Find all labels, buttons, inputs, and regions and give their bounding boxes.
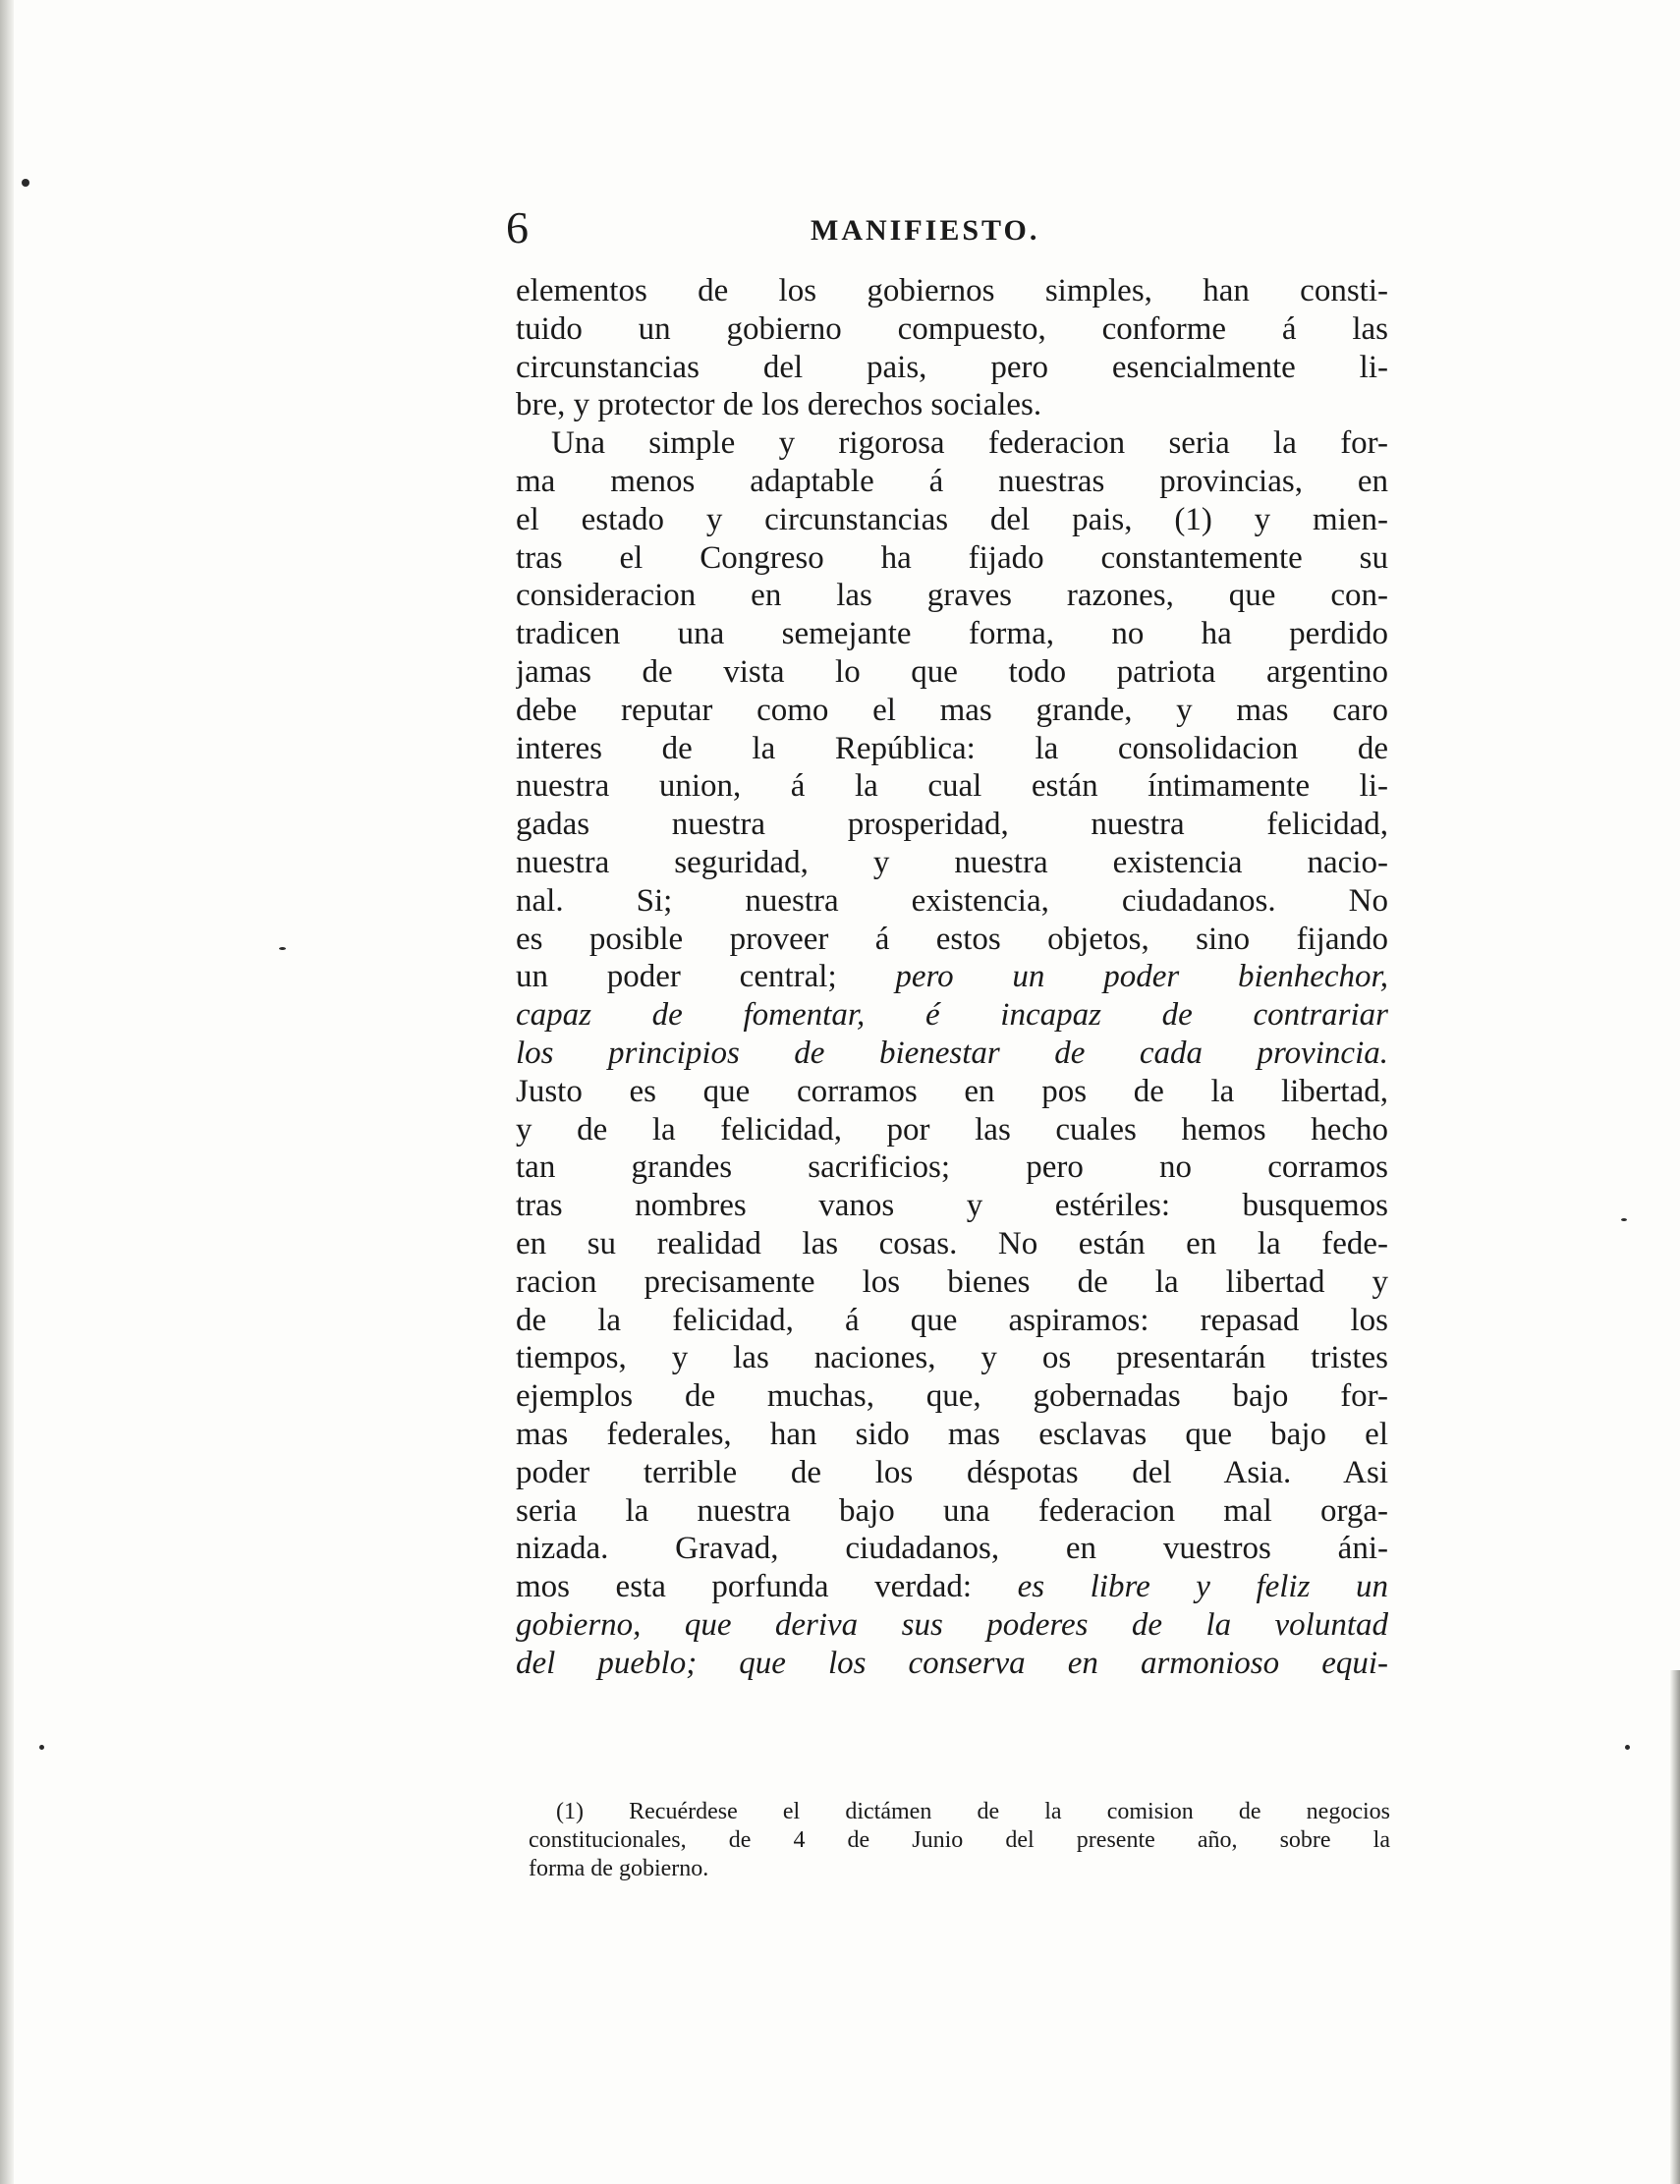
footnote-line: (1) Recuérdese el dictámen de la comision de negocios bbox=[556, 1799, 1390, 1824]
text-line: mas federales, han sido mas esclavas que bajo el bbox=[516, 1416, 1388, 1452]
page-left-edge-shadow bbox=[0, 0, 14, 2184]
text-line: consideracion en las graves razones, que con- bbox=[516, 578, 1388, 614]
page-right-edge-shadow bbox=[1670, 1670, 1680, 2184]
text-line: y de la felicidad, por las cuales hemos hecho bbox=[516, 1111, 1388, 1148]
text-line: debe reputar como el mas grande, y mas caro bbox=[516, 692, 1388, 728]
text-line: seria la nuestra bajo una federacion mal orga- bbox=[516, 1492, 1388, 1529]
text-line: jamas de vista lo que todo patriota argentino bbox=[516, 653, 1388, 690]
page-number: 6 bbox=[506, 202, 529, 252]
italic-text-line: los principios de bienestar de cada provincia. bbox=[516, 1035, 1388, 1071]
italic-text-line: del pueblo; que los conserva en armonioso equi- bbox=[516, 1645, 1388, 1681]
text-line: tan grandes sacrificios; pero no corramos bbox=[516, 1149, 1388, 1186]
text-line: nal. Si; nuestra existencia, ciudadanos. No bbox=[516, 882, 1388, 919]
text-segment: un poder central; bbox=[516, 959, 837, 995]
text-line: nuestra seguridad, y nuestra existencia nacio- bbox=[516, 844, 1388, 880]
text-line: gadas nuestra prosperidad, nuestra felicidad, bbox=[516, 807, 1388, 843]
body-text bbox=[516, 272, 1388, 1682]
text-line: tradicen una semejante forma, no ha perdido bbox=[516, 616, 1388, 652]
text-line: nizada. Gravad, ciudadanos, en vuestros áni- bbox=[516, 1531, 1388, 1567]
text-line: circunstancias del pais, pero esencialmente li- bbox=[516, 349, 1388, 385]
text-line: tras nombres vanos y estériles: busquemos bbox=[516, 1188, 1388, 1224]
text-line: nuestra union, á la cual están íntimamente li- bbox=[516, 768, 1388, 805]
text-line: el estado y circunstancias del pais, (1) y mien- bbox=[516, 501, 1388, 537]
text-line-mixed bbox=[516, 958, 1388, 996]
text-line: Justo es que corramos en pos de la libertad, bbox=[516, 1073, 1388, 1109]
text-line: tras el Congreso ha fijado constantemente su bbox=[516, 539, 1388, 576]
ink-speck bbox=[39, 1745, 44, 1750]
text-line: ejemplos de muchas, que, gobernadas bajo for- bbox=[516, 1378, 1388, 1415]
italic-text-line: capaz de fomentar, é incapaz de contrariar bbox=[516, 997, 1388, 1034]
text-line: Una simple y rigorosa federacion seria la for- bbox=[551, 425, 1388, 462]
text-segment: mos esta porfunda verdad: bbox=[516, 1569, 973, 1605]
italic-text-segment: pero un poder bienhechor, bbox=[895, 959, 1388, 995]
ink-speck bbox=[279, 947, 286, 950]
text-line: en su realidad las cosas. No están en la fede- bbox=[516, 1225, 1388, 1261]
text-line: elementos de los gobiernos simples, han consti- bbox=[516, 273, 1388, 308]
footnote-line: forma de gobierno. bbox=[529, 1856, 709, 1881]
italic-text-line: gobierno, que deriva sus poderes de la voluntad bbox=[516, 1606, 1388, 1643]
text-line: de la felicidad, á que aspiramos: repasad los bbox=[516, 1302, 1388, 1338]
text-line: es posible proveer á estos objetos, sino fijando bbox=[516, 921, 1388, 957]
text-line: poder terrible de los déspotas del Asia. Asi bbox=[516, 1454, 1388, 1490]
text-line: interes de la República: la consolidacion de bbox=[516, 730, 1388, 766]
italic-text-segment: es libre y feliz un bbox=[1017, 1569, 1388, 1605]
running-title: MANIFIESTO. bbox=[811, 214, 1040, 247]
text-line: bre, y protector de los derechos sociales. bbox=[516, 387, 1042, 423]
text-line-mixed bbox=[516, 1568, 1388, 1606]
page-header bbox=[506, 201, 1390, 260]
ink-speck bbox=[1625, 1745, 1630, 1750]
ink-speck bbox=[1621, 1218, 1627, 1221]
text-line: ma menos adaptable á nuestras provincias, en bbox=[516, 463, 1388, 499]
footnote bbox=[529, 1798, 1390, 1883]
text-line: racion precisamente los bienes de la libertad y bbox=[516, 1263, 1388, 1300]
footnote-line: constitucionales, de 4 de Junio del presente año, sobre la bbox=[529, 1827, 1390, 1853]
ink-speck bbox=[22, 179, 29, 187]
text-line: tiempos, y las naciones, y os presentarán tristes bbox=[516, 1340, 1388, 1376]
text-line: tuido un gobierno compuesto, conforme á las bbox=[516, 310, 1388, 347]
